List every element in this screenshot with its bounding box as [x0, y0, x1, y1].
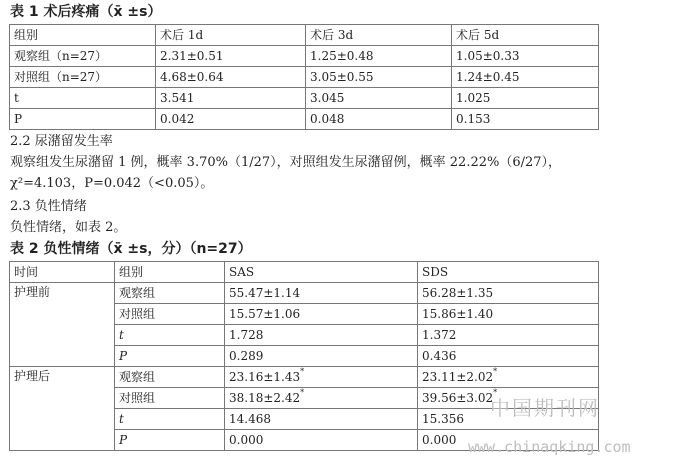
- significance-marker: *: [493, 366, 498, 376]
- table2-sds-cell: 0.436: [418, 346, 599, 367]
- table1-cell: 0.048: [306, 109, 452, 130]
- table2-sas-cell: 0.289: [225, 346, 418, 367]
- table2-group-cell: 观察组: [115, 283, 225, 304]
- table-row: [10, 46, 599, 67]
- significance-marker: *: [300, 366, 305, 376]
- table2-header-cell: SAS: [225, 262, 418, 283]
- section-2-2-heading: 2.2 尿潴留发生率: [10, 134, 113, 149]
- table1-header-cell: 术后 5d: [452, 25, 599, 46]
- table1-cell: 1.24±0.45: [452, 67, 599, 88]
- table2-sas-cell: 14.468: [225, 409, 418, 430]
- table1-cell: 2.31±0.51: [156, 46, 306, 67]
- table2-group-cell: P: [115, 430, 225, 451]
- table2-sas-cell: 55.47±1.14: [225, 283, 418, 304]
- table1-cell: 1.025: [452, 88, 599, 109]
- table2-header-row: [10, 262, 599, 283]
- table1-cell: 3.05±0.55: [306, 67, 452, 88]
- table1-cell: t: [10, 88, 156, 109]
- table2-sds-cell: 15.86±1.40: [418, 304, 599, 325]
- table1-cell: 对照组（n=27）: [10, 67, 156, 88]
- table2-sds-cell: 15.356: [418, 409, 599, 430]
- table1-cell: 观察组（n=27）: [10, 46, 156, 67]
- table2-group-cell: 观察组: [115, 367, 225, 388]
- table1-cell: 3.541: [156, 88, 306, 109]
- table2-sas-cell: 38.18±2.42*: [225, 388, 418, 409]
- table1-cell: P: [10, 109, 156, 130]
- table2-group-cell: 对照组: [115, 388, 225, 409]
- table-row: [10, 67, 599, 88]
- table2-sas-cell: 15.57±1.06: [225, 304, 418, 325]
- table1-header-cell: 术后 3d: [306, 25, 452, 46]
- table1-cell: 0.153: [452, 109, 599, 130]
- table2-negative-emotion: [9, 261, 599, 451]
- table1-cell: 3.045: [306, 88, 452, 109]
- table-row: [10, 283, 599, 304]
- table1-header-cell: 术后 1d: [156, 25, 306, 46]
- section-2-2-text-line2: χ²=4.103，P=0.042（<0.05）。: [10, 176, 214, 191]
- table2-sas-cell: 0.000: [225, 430, 418, 451]
- table1-cell: 0.042: [156, 109, 306, 130]
- table2-header-cell: SDS: [418, 262, 599, 283]
- significance-marker: *: [493, 387, 498, 397]
- table2-group-cell: t: [115, 325, 225, 346]
- table2-sds-cell: 23.11±2.02*: [418, 367, 599, 388]
- table-row: [10, 88, 599, 109]
- table1-cell: 4.68±0.64: [156, 67, 306, 88]
- watermark-brand: 中国期刊网: [490, 396, 600, 420]
- table2-header-cell: 时间: [10, 262, 115, 283]
- table1-pain-scores: [9, 24, 599, 130]
- table2-group-cell: t: [115, 409, 225, 430]
- table2-sds-cell: 39.56±3.02*: [418, 388, 599, 409]
- section-2-3-heading: 2.3 负性情绪: [10, 199, 87, 214]
- table1-cell: 1.05±0.33: [452, 46, 599, 67]
- section-2-3-text: 负性情绪，如表 2。: [10, 220, 127, 235]
- table-row: [10, 367, 599, 388]
- table2-sds-cell: 0.000: [418, 430, 599, 451]
- table2-time-cell: 护理前: [10, 283, 115, 367]
- table2-sds-cell: 56.28±1.35: [418, 283, 599, 304]
- table2-time-cell: 护理后: [10, 367, 115, 451]
- table1-header-row: [10, 25, 599, 46]
- table2-sds-cell: 1.372: [418, 325, 599, 346]
- table2-title: 表 2 负性情绪（x̄ ±s，分）（n=27）: [10, 241, 252, 257]
- table2-header-cell: 组别: [115, 262, 225, 283]
- table1-cell: 1.25±0.48: [306, 46, 452, 67]
- table1-title: 表 1 术后疼痛（x̄ ±s）: [10, 4, 162, 20]
- table2-group-cell: 对照组: [115, 304, 225, 325]
- table2-group-cell: P: [115, 346, 225, 367]
- significance-marker: *: [300, 387, 305, 397]
- table2-sas-cell: 1.728: [225, 325, 418, 346]
- table-row: [10, 109, 599, 130]
- table1-header-cell: 组别: [10, 25, 156, 46]
- watermark-url: www.chinaqking.com: [468, 438, 631, 456]
- table2-sas-cell: 23.16±1.43*: [225, 367, 418, 388]
- section-2-2-text-line1: 观察组发生尿潴留 1 例，概率 3.70%（1/27），对照组发生尿潴留例，概率 22.22%（6/27），: [10, 155, 562, 170]
